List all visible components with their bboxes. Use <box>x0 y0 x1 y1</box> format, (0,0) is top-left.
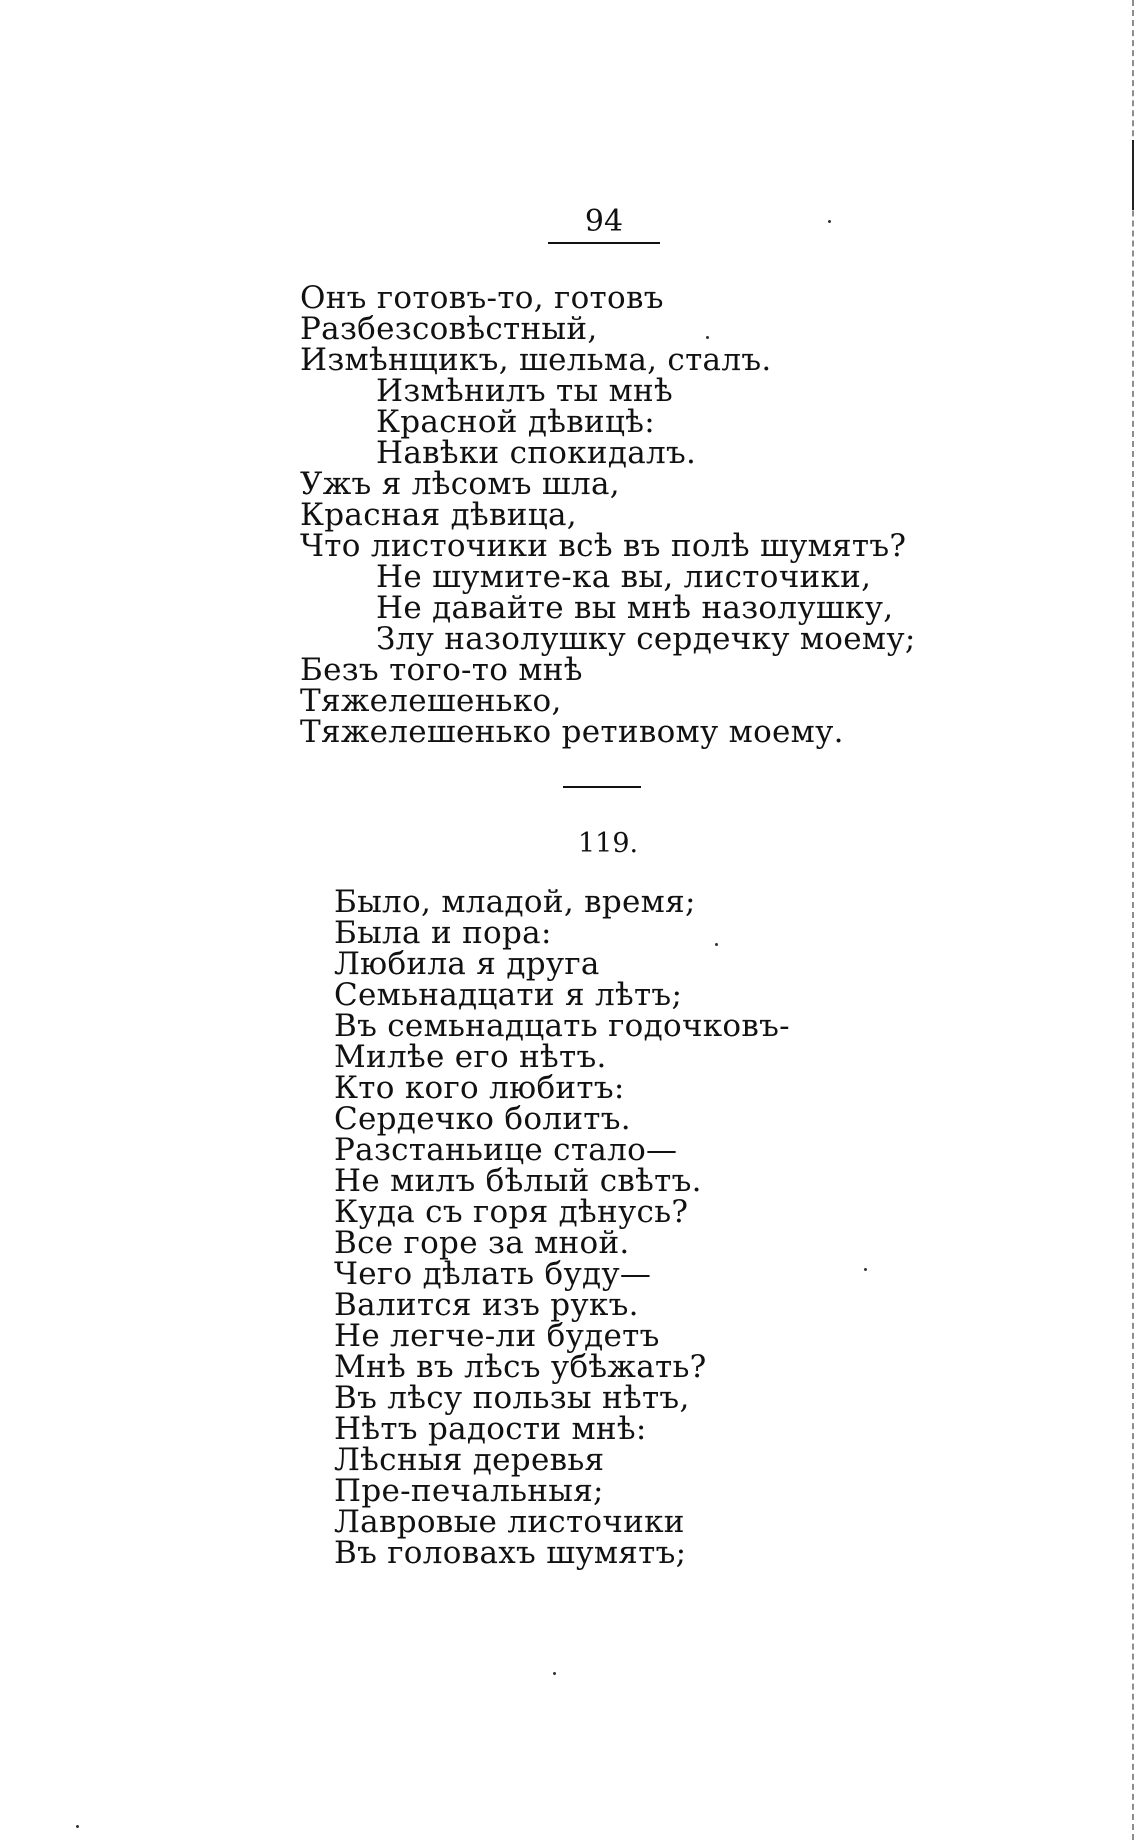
scan-edge <box>1132 0 1134 1840</box>
poem-line: Не давайте вы мнѣ назолушку, <box>376 590 894 626</box>
poem-line: Онъ готовъ-то, готовъ <box>300 280 664 316</box>
poem-line: Красная дѣвица, <box>300 497 577 533</box>
poem-line: Навѣки спокидалъ. <box>376 435 697 471</box>
scan-edge-mark <box>1132 140 1134 210</box>
poem-line: Измѣнилъ ты мнѣ <box>376 373 673 409</box>
scan-speck <box>553 1672 556 1675</box>
poem-line: Любила я друга <box>334 946 600 982</box>
poem-line: Лавровые листочики <box>334 1504 685 1540</box>
poem-line: Семьнадцати я лѣтъ; <box>334 977 683 1013</box>
poem-number: 119. <box>578 828 639 859</box>
poem-line: Не легче-ли будетъ <box>334 1318 660 1354</box>
scan-speck <box>76 1825 79 1828</box>
poem-line: Было, младой, время; <box>334 884 696 920</box>
poem-line: Въ семьнадцать годочковъ- <box>334 1008 790 1044</box>
poem-line: Въ головахъ шумятъ; <box>334 1535 687 1571</box>
poem-line: Злу назолушку сердечку моему; <box>376 621 916 657</box>
poem-line: Была и пора: <box>334 915 552 951</box>
poem-line: Мнѣ въ лѣсъ убѣжать? <box>334 1349 707 1385</box>
poem-line: Тяжелешенько ретивому моему. <box>300 714 844 750</box>
poem-line: Милѣе его нѣтъ. <box>334 1039 607 1075</box>
scan-speck <box>828 220 831 223</box>
poem-line: Кто кого любитъ: <box>334 1070 625 1106</box>
poem-line: Пре-печальныя; <box>334 1473 604 1509</box>
poem-line: Что листочики всѣ въ полѣ шумятъ? <box>300 528 907 564</box>
page-number: 94 <box>548 204 660 244</box>
poem-line: Лѣсныя деревья <box>334 1442 605 1478</box>
poem-line: Безъ того-то мнѣ <box>300 652 583 688</box>
poem-line: Нѣтъ радости мнѣ: <box>334 1411 647 1447</box>
poem-line: Сердечко болитъ. <box>334 1101 631 1137</box>
poem-line: Не шумите-ка вы, листочики, <box>376 559 872 595</box>
poem-line: Все горе за мной. <box>334 1225 630 1261</box>
poem-line: Куда съ горя дѣнусь? <box>334 1194 689 1230</box>
poem-line: Красной дѣвицѣ: <box>376 404 655 440</box>
poem-line: Тяжелешенько, <box>300 683 562 719</box>
poem-line: Въ лѣсу пользы нѣтъ, <box>334 1380 690 1416</box>
poem-line: Разстаньице стало— <box>334 1132 678 1168</box>
scan-speck <box>706 336 709 339</box>
scan-speck <box>864 1268 867 1271</box>
scan-speck <box>715 943 718 946</box>
poem-line: Измѣнщикъ, шельма, сталъ. <box>300 342 772 378</box>
poem-line: Валится изъ рукъ. <box>334 1287 639 1323</box>
section-divider <box>563 786 641 788</box>
poem-line: Разбезсовѣстный, <box>300 311 598 347</box>
poem-line: Ужъ я лѣсомъ шла, <box>300 466 620 502</box>
poem-line: Чего дѣлать буду— <box>334 1256 652 1292</box>
poem-line: Не милъ бѣлый свѣтъ. <box>334 1163 702 1199</box>
